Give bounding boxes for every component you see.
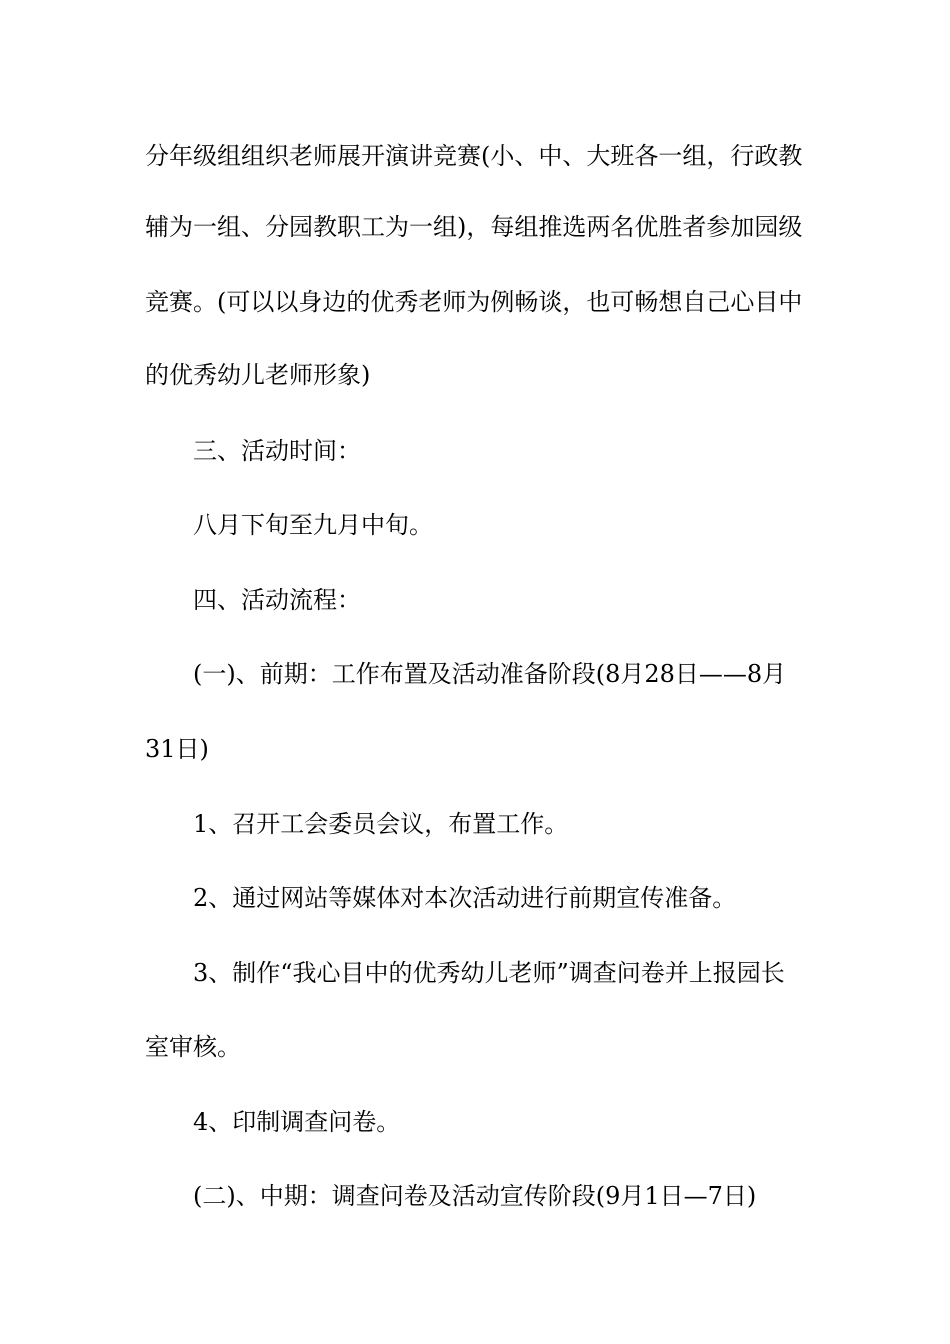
- subsection-heading-early: (一)、前期：工作布置及活动准备阶段(8月28日——8月: [193, 660, 787, 688]
- list-item: 2、通过网站等媒体对本次活动进行前期宣传准备。: [193, 884, 737, 912]
- paragraph-line: 31日): [145, 735, 209, 763]
- section-heading-time: 三、活动时间：: [193, 437, 361, 465]
- paragraph-line: 分年级组组织老师展开演讲竞赛(小、中、大班各一组，行政教: [145, 142, 803, 170]
- section-heading-process: 四、活动流程：: [193, 586, 361, 614]
- list-item: 4、印制调查问卷。: [193, 1108, 401, 1136]
- list-item: 3、制作“我心目中的优秀幼儿老师”调查问卷并上报园长: [193, 959, 785, 987]
- paragraph-line: 的优秀幼儿老师形象): [145, 361, 371, 389]
- paragraph-line: 竞赛。(可以以身边的优秀老师为例畅谈，也可畅想自己心目中: [145, 288, 803, 316]
- paragraph-line: 辅为一组、分园教职工为一组)，每组推选两名优胜者参加园级: [145, 213, 803, 241]
- list-item: 1、召开工会委员会议，布置工作。: [193, 810, 569, 838]
- paragraph-line: 室审核。: [145, 1033, 241, 1061]
- paragraph-line: 八月下旬至九月中旬。: [193, 511, 433, 539]
- subsection-heading-middle: (二)、中期：调查问卷及活动宣传阶段(9月1日—7日): [193, 1182, 757, 1210]
